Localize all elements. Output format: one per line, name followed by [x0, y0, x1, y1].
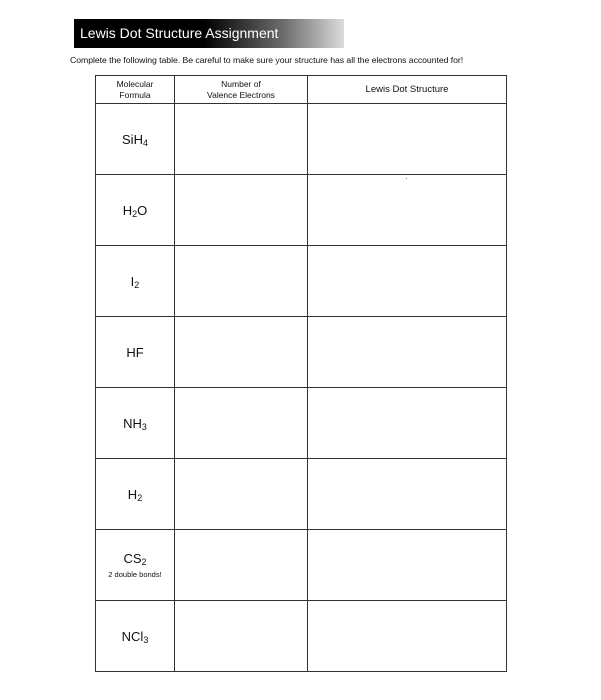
table-row: [96, 246, 507, 317]
table-row: [96, 175, 507, 246]
lewis-structure-cell[interactable]: [308, 175, 507, 246]
molecular-formula: [96, 345, 174, 360]
molecular-formula-cell: [96, 317, 175, 388]
header-label: Number of: [221, 78, 261, 89]
lewis-structure-cell[interactable]: [308, 246, 507, 317]
molecular-formula-cell: [96, 459, 175, 530]
formula-base: SiH: [122, 131, 143, 147]
molecular-formula-header: [96, 76, 175, 104]
formula-subscript: 3: [143, 634, 149, 645]
valence-electrons-cell[interactable]: [175, 388, 308, 459]
table-row: [96, 459, 507, 530]
valence-electrons-cell[interactable]: [175, 317, 308, 388]
table-row: [96, 388, 507, 459]
table-row: [96, 530, 507, 601]
title-banner: [74, 19, 344, 48]
lewis-structure-cell[interactable]: [308, 601, 507, 672]
molecular-formula-cell: [96, 104, 175, 175]
molecular-formula: [96, 203, 174, 218]
header-label: Molecular: [116, 78, 154, 89]
valence-electrons-cell[interactable]: [175, 175, 308, 246]
formula-subscript: 2: [141, 557, 147, 567]
valence-electrons-cell[interactable]: [175, 246, 308, 317]
formula-base: HF: [126, 344, 144, 360]
instructions-text: Complete the following table. Be careful to make sure your structure has all the electrons accounted for!: [70, 55, 464, 65]
formula-base: H: [127, 486, 138, 502]
formula-subscript: 3: [141, 421, 147, 432]
valence-electrons-cell[interactable]: [175, 601, 308, 672]
formula-base: NH: [123, 415, 142, 431]
molecular-formula: [96, 416, 174, 431]
lewis-structure-cell[interactable]: [308, 104, 507, 175]
molecular-formula-cell: [96, 601, 175, 672]
lewis-structure-cell[interactable]: [308, 530, 507, 601]
formula-base: CS: [123, 551, 142, 566]
header-label: Valence Electrons: [207, 89, 275, 100]
header-label: Formula: [119, 89, 151, 100]
molecular-formula-cell: [96, 246, 175, 317]
stray-mark: [406, 178, 407, 179]
valence-electrons-cell[interactable]: [175, 459, 308, 530]
molecular-formula: [96, 629, 174, 644]
lewis-structure-cell[interactable]: [308, 317, 507, 388]
formula-base: I: [130, 273, 135, 289]
molecular-formula-cell: [96, 175, 175, 246]
molecular-formula: [96, 487, 174, 502]
lewis-structure-cell[interactable]: [308, 459, 507, 530]
molecular-formula-cell: [96, 388, 175, 459]
table-header-row: [96, 76, 507, 104]
formula-subscript: 4: [142, 137, 148, 148]
table-row: [96, 104, 507, 175]
molecular-formula: [96, 132, 174, 147]
lewis-structure-cell[interactable]: [308, 388, 507, 459]
formula-note: 2 double bonds!: [108, 570, 162, 579]
formula-subscript: 2: [137, 492, 143, 503]
molecular-formula: [96, 274, 174, 289]
formula-base: NCl: [121, 628, 144, 644]
lewis-dot-structure-header: Lewis Dot Structure: [308, 76, 507, 104]
valence-electrons-cell[interactable]: [175, 104, 308, 175]
page-title: Lewis Dot Structure Assignment: [80, 25, 279, 41]
molecular-formula-cell: [96, 530, 175, 601]
valence-electrons-header: [175, 76, 308, 104]
table-row: [96, 601, 507, 672]
formula-subscript: 2: [132, 208, 138, 219]
formula-subscript: 2: [134, 279, 140, 290]
lewis-structure-table: [95, 75, 507, 672]
table-row: [96, 317, 507, 388]
molecular-formula: [96, 551, 174, 566]
formula-base: H: [122, 202, 133, 218]
formula-tail: O: [137, 202, 148, 218]
valence-electrons-cell[interactable]: [175, 530, 308, 601]
